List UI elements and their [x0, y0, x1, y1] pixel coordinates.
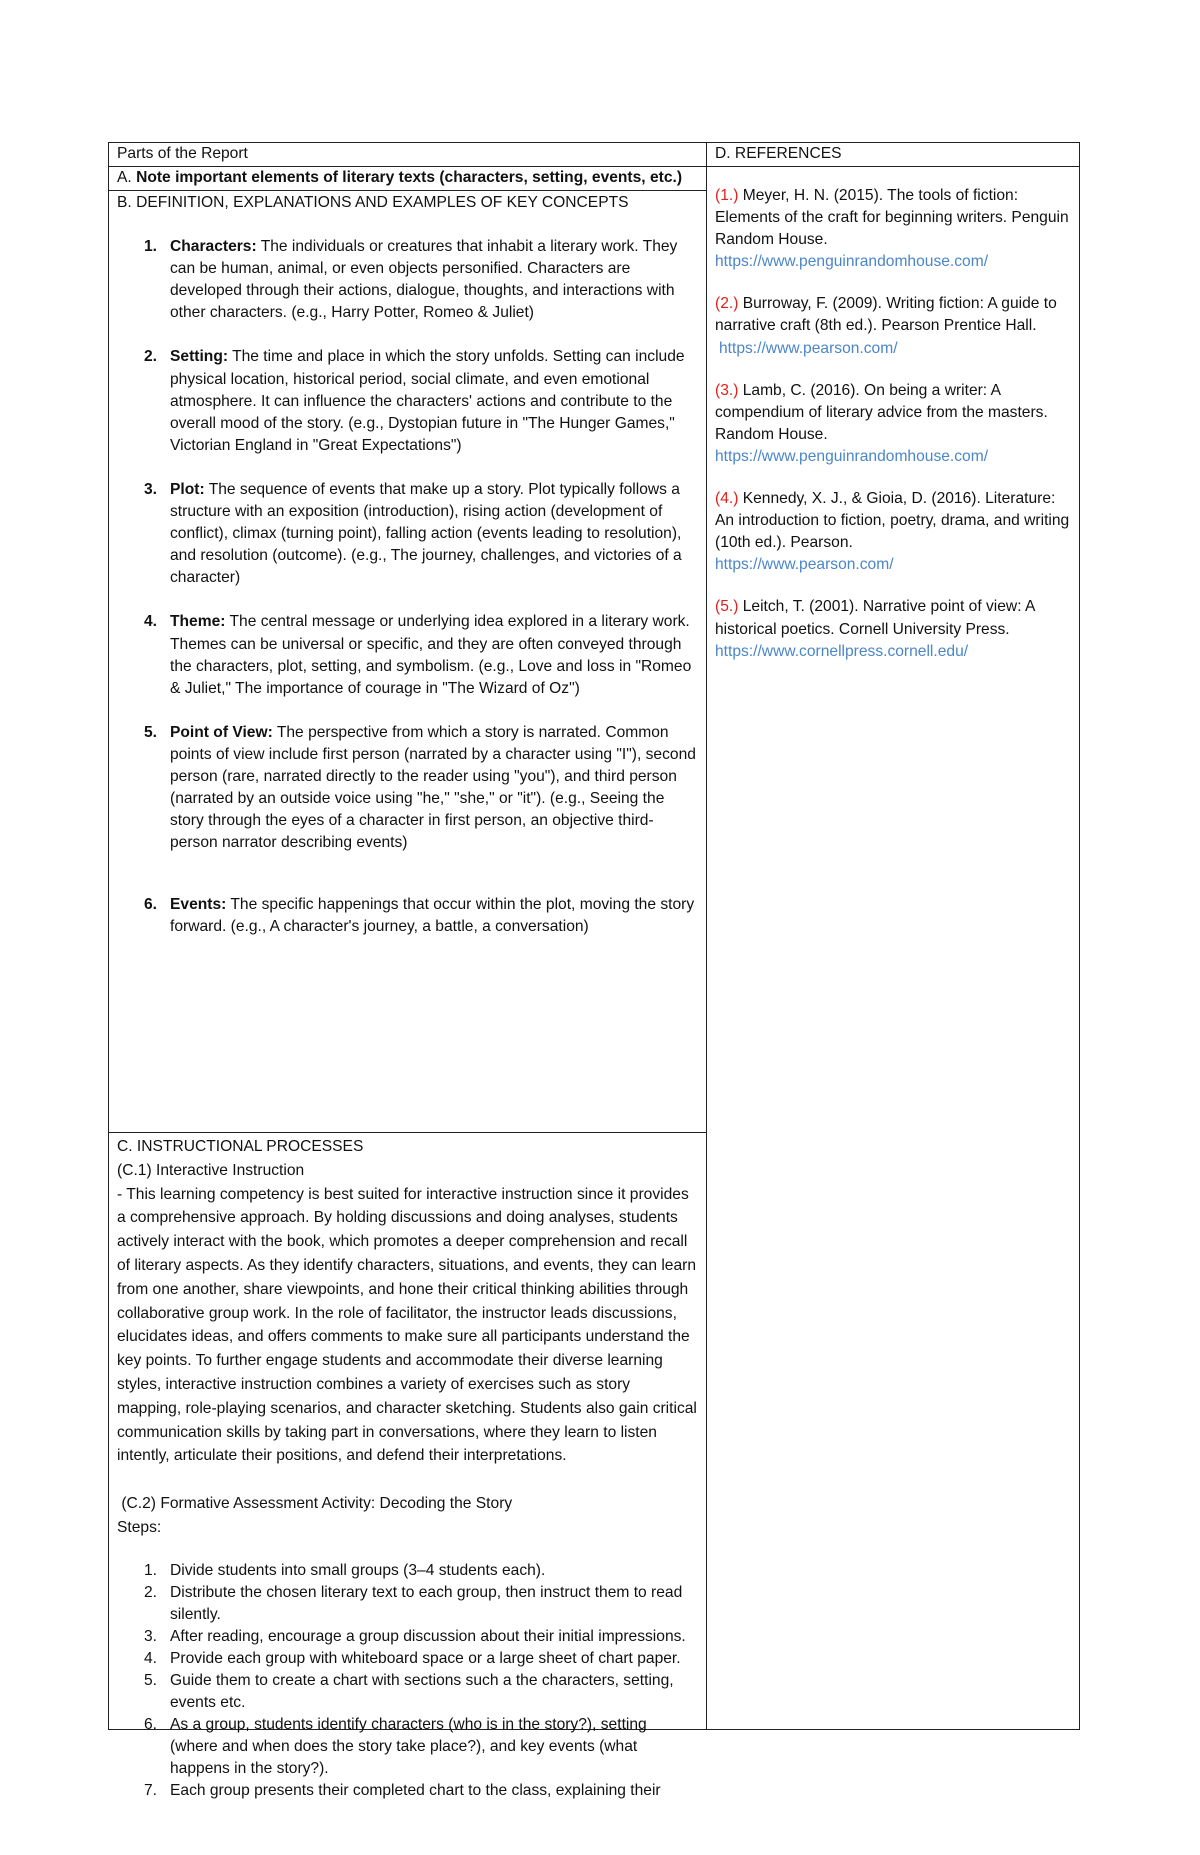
concept-number: 1.	[144, 238, 158, 256]
section-a	[109, 167, 706, 191]
section-c-heading: C. INSTRUCTIONAL PROCESSES	[117, 1138, 364, 1155]
reference-link[interactable]: https://www.penguinrandomhouse.com/	[715, 447, 989, 465]
concept-item-plot	[117, 479, 698, 589]
reference-number: (1.)	[715, 187, 739, 204]
step-text: Distribute the chosen literary text to each group, then instruct them to read silently.	[170, 1583, 683, 1623]
concept-text: The individuals or creatures that inhabit a literary work. They can be human, animal, or even objects personified. Characters are developed through their actions, dialogue, thoughts, and interactions with other characters. (e.g., Harry Potter, Romeo & Juliet)	[170, 238, 678, 322]
step-number: 7.	[144, 1781, 158, 1799]
parts-of-report-header	[109, 143, 706, 167]
concept-item-events	[117, 894, 698, 938]
step-number: 3.	[144, 1627, 158, 1645]
c1-paragraph: - This learning competency is best suited for interactive instruction since it provides a comprehensive approach. By holding discussions and doing analyses, students actively interact with the book, which promotes a deeper comprehension and recall of literary aspects. As they identify characters, situations, and events, they can learn from one another, share viewpoints, and hone their critical thinking abilities through collaborative group work. In the role of facilitator, the instructor leads discussions, elucidates ideas, and offers comments to make sure all participants understand the key points. To further engage students and accommodate their diverse learning styles, interactive instruction combines a variety of exercises such as story mapping, role-playing scenarios, and character sketching. Students also gain critical communication skills by taking part in conversations, where they learn to listen intently, articulate their positions, and defend their interpretations.	[117, 1185, 697, 1465]
concept-item-setting	[117, 346, 698, 456]
step-number: 6.	[144, 1715, 158, 1733]
reference-item	[715, 185, 1071, 273]
step-text: Each group presents their completed chart to the class, explaining their	[170, 1781, 661, 1799]
activity-steps-list	[117, 1560, 698, 1802]
concept-number: 4.	[144, 613, 158, 631]
step-item	[117, 1714, 698, 1780]
section-b-heading: B. DEFINITION, EXPLANATIONS AND EXAMPLES OF KEY CONCEPTS	[117, 194, 629, 211]
report-table	[108, 142, 1080, 1799]
section-a-prefix: A.	[117, 169, 137, 186]
reference-text: Meyer, H. N. (2015). The tools of fiction: Elements of the craft for beginning writers. Penguin Random House.	[715, 187, 1069, 249]
step-item	[117, 1626, 698, 1648]
step-number: 5.	[144, 1671, 158, 1689]
reference-number: (4.)	[715, 490, 739, 508]
step-item	[117, 1648, 698, 1670]
concept-number: 6.	[144, 896, 158, 914]
reference-link[interactable]: https://www.penguinrandomhouse.com/	[715, 253, 989, 271]
step-text: Guide them to create a chart with sections such a the characters, setting, events etc.	[170, 1671, 674, 1711]
reference-number: (2.)	[715, 295, 739, 313]
step-item	[117, 1560, 698, 1582]
concept-text: The central message or underlying idea explored in a literary work. Themes can be universal or specific, and they are often conveyed through the characters, plot, setting, and symbolism. (e.g., Love and loss in "Romeo & Juliet," The importance of courage in "The Wizard of Oz")	[170, 613, 692, 697]
reference-link[interactable]: https://www.pearson.com/	[715, 556, 894, 574]
concept-term: Theme:	[170, 613, 226, 631]
concept-term: Point of View:	[170, 723, 273, 741]
reference-text: Burroway, F. (2009). Writing fiction: A guide to narrative craft (8th ed.). Pearson Prentice Hall.	[715, 295, 1057, 335]
concept-text: The time and place in which the story unfolds. Setting can include physical location, historical period, social climate, and even emotional atmosphere. It can influence the characters' actions and contribute to the overall mood of the story. (e.g., Dystopian future in "The Hunger Games," Victorian England in "Great Expectations")	[170, 348, 685, 454]
c2-title: (C.2) Formative Assessment Activity: Decoding the Story	[117, 1495, 513, 1513]
step-text: Divide students into small groups (3–4 students each).	[170, 1561, 546, 1579]
reference-item	[715, 488, 1071, 576]
reference-text: Kennedy, X. J., & Gioia, D. (2016). Literature: An introduction to fiction, poetry, drama, and writing (10th ed.). Pearson.	[715, 490, 1070, 552]
concept-text: The specific happenings that occur within the plot, moving the story forward. (e.g., A character's journey, a battle, a conversation)	[170, 896, 695, 936]
reference-link[interactable]: https://www.pearson.com/	[719, 339, 898, 357]
concept-text: The sequence of events that make up a story. Plot typically follows a structure with an exposition (introduction), rising action (development of conflict), climax (turning point), falling action (events leading to resolution), and resolution (outcome). (e.g., The journey, challenges, and victories of a character)	[170, 480, 682, 587]
step-text: After reading, encourage a group discussion about their initial impressions.	[170, 1627, 686, 1645]
reference-item	[715, 380, 1071, 468]
references-title: D. REFERENCES	[715, 145, 842, 162]
concept-number: 2.	[144, 348, 158, 366]
reference-number: (3.)	[715, 381, 739, 399]
step-text: As a group, students identify characters (who is in the story?), setting (where and when does the story take place?), and key events (what happens in the story?).	[170, 1715, 647, 1777]
steps-label: Steps:	[117, 1518, 162, 1536]
c1-title: (C.1) Interactive Instruction	[117, 1161, 305, 1179]
concept-number: 3.	[144, 480, 158, 498]
concept-term: Events:	[170, 896, 227, 914]
reference-text: Leitch, T. (2001). Narrative point of view: A historical poetics. Cornell University Press.	[715, 598, 1035, 638]
concept-item-point-of-view	[117, 722, 698, 855]
report-left-column	[109, 143, 707, 1799]
reference-link[interactable]: https://www.cornellpress.cornell.edu/	[715, 642, 969, 660]
references-header	[707, 143, 1079, 167]
concept-text: The perspective from which a story is narrated. Common points of view include first person (narrated by a character using "I"), second person (rare, narrated directly to the reader using "you"), and third person (narrated by an outside voice using "he," "she," or "it"). (e.g., Seeing the story through the eyes of a character in first person, an objective third-person narrator describing events)	[170, 723, 696, 852]
step-number: 2.	[144, 1583, 158, 1601]
parts-of-report-title: Parts of the Report	[117, 145, 248, 162]
concept-term: Setting:	[170, 348, 229, 366]
reference-number: (5.)	[715, 598, 739, 616]
section-b	[109, 191, 706, 1133]
step-text: Provide each group with whiteboard space or a large sheet of chart paper.	[170, 1649, 681, 1667]
concept-item-characters	[117, 236, 698, 324]
step-number: 4.	[144, 1649, 158, 1667]
reference-item	[715, 293, 1071, 359]
references-column	[707, 143, 1079, 1729]
concept-term: Plot:	[170, 480, 205, 498]
concept-item-theme	[117, 611, 698, 699]
key-concepts-list	[117, 236, 698, 938]
step-item	[117, 1582, 698, 1626]
reference-text: Lamb, C. (2016). On being a writer: A compendium of literary advice from the masters. Random House.	[715, 381, 1048, 443]
reference-item	[715, 596, 1071, 662]
section-c	[109, 1133, 706, 1799]
concept-term: Characters:	[170, 238, 257, 256]
section-a-text: Note important elements of literary texts (characters, setting, events, etc.)	[136, 169, 683, 186]
references-list	[707, 167, 1079, 683]
step-item	[117, 1780, 698, 1802]
concept-number: 5.	[144, 723, 158, 741]
step-number: 1.	[144, 1561, 158, 1579]
step-item	[117, 1670, 698, 1714]
